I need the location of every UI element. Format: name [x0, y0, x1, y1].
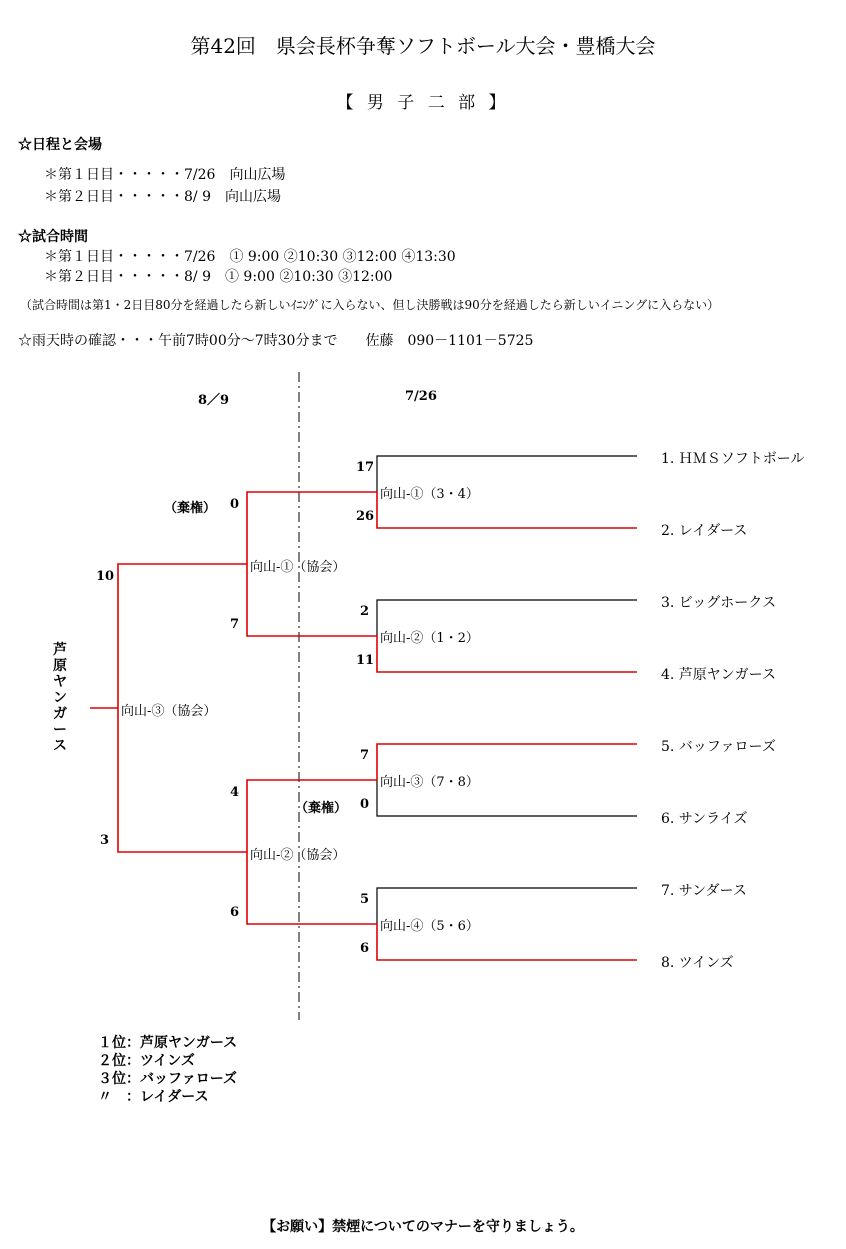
- team-8: 8. ツインズ: [661, 955, 734, 971]
- r1-g3-forfeit-note: （棄権）: [295, 801, 348, 816]
- times-day1: ＊第１日目・・・・・7/26 ① 9:00 ②10:30 ③12:00 ④13:30: [44, 249, 456, 265]
- date-right: 7/26: [405, 389, 437, 404]
- result-3rd: ３位：バッファローズ: [98, 1071, 238, 1087]
- team-4: 4. 芦原ヤンガース: [661, 667, 776, 683]
- result-2nd: ２位：ツインズ: [98, 1053, 195, 1069]
- r1-g4-score-top: 5: [360, 892, 370, 907]
- r1-g4-score-bottom: 6: [360, 941, 370, 956]
- times-note: （試合時間は第1・2日目80分を経過したら新しいｲﾆﾝｸﾞに入らない、但し決勝戦は90分を経過したら新しいイニングに入らない）: [20, 298, 720, 312]
- page-title: 第42回 県会長杯争奪ソフトボール大会・豊橋大会: [190, 34, 656, 58]
- result-1st: １位：芦原ヤンガース: [98, 1035, 238, 1051]
- footer-note: 【お願い】禁煙についてのマナーを守りましょう。: [262, 1219, 584, 1235]
- sf2-score-top: 4: [230, 785, 240, 800]
- sf2-label: 向山-②（協会）: [250, 848, 346, 863]
- team-7: 7. サンダース: [661, 883, 747, 899]
- date-left: 8／9: [198, 393, 230, 408]
- schedule-heading: ☆日程と会場: [18, 137, 102, 153]
- r1-g3-score-top: 7: [360, 748, 370, 763]
- division-title: 【 男 子 二 部 】: [336, 93, 510, 113]
- team-1: 1. ＨＭＳソフトボール: [661, 451, 805, 467]
- r1-g2-score-bottom: 11: [356, 653, 375, 668]
- r1-g1-score-bottom: 26: [356, 509, 375, 524]
- sf2-score-bottom: 6: [230, 905, 240, 920]
- r1-g3-label: 向山-③（7・8）: [380, 775, 479, 790]
- final-label: 向山-③（協会）: [121, 704, 217, 719]
- times-day2: ＊第２日目・・・・・8/ 9 ① 9:00 ②10:30 ③12:00: [44, 269, 393, 285]
- sf1-forfeit-note: （棄権）: [164, 501, 217, 516]
- schedule-day2: ＊第２日目・・・・・8/ 9 向山広場: [44, 189, 281, 205]
- r1-g3-score-bottom: 0: [360, 797, 370, 812]
- final-bottom-line: [118, 708, 247, 852]
- r1-g2-score-top: 2: [360, 604, 370, 619]
- final-top-line: [118, 564, 247, 708]
- times-heading: ☆試合時間: [18, 229, 88, 245]
- team-6: 6. サンライズ: [661, 811, 748, 827]
- r1-g2-label: 向山-②（1・2）: [380, 631, 479, 646]
- team-5: 5. バッファローズ: [661, 739, 776, 755]
- r1-g4-label: 向山-④（5・6）: [380, 919, 479, 934]
- champion-name: 芦原ヤンガース: [53, 642, 67, 754]
- team-3: 3. ビッグホークス: [661, 595, 777, 611]
- result-3rd-tie: 〃 ：レイダース: [98, 1089, 209, 1105]
- rain-contact: ☆雨天時の確認・・・午前7時00分～7時30分まで 佐藤 090－1101－5725: [18, 333, 534, 349]
- sf1-label: 向山-①（協会）: [250, 560, 346, 575]
- sf2-top-line: [247, 780, 377, 852]
- team-2: 2. レイダース: [661, 523, 748, 539]
- sf1-top-line: [247, 492, 377, 564]
- final-score-top: 10: [96, 569, 115, 584]
- r1-g1-label: 向山-①（3・4）: [380, 487, 479, 502]
- sf1-score-top: 0: [230, 497, 240, 512]
- r1-g1-score-top: 17: [356, 460, 375, 475]
- schedule-day1: ＊第１日目・・・・・7/26 向山広場: [44, 167, 286, 183]
- sf1-score-bottom: 7: [230, 617, 240, 632]
- final-score-bottom: 3: [100, 833, 110, 848]
